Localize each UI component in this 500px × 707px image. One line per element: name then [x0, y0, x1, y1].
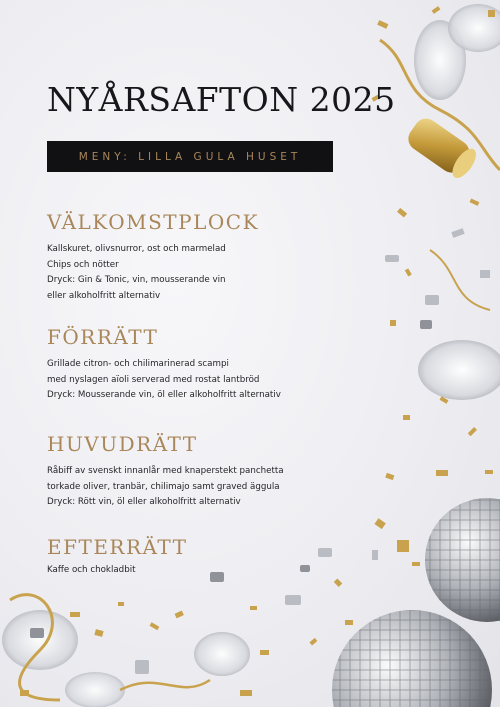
item-list — [47, 242, 347, 304]
menu-item: Råbiff av svenskt innanlår med knaperstekt panchetta — [47, 466, 284, 476]
item-list — [47, 464, 347, 511]
section-heading: EFTERRÄTT — [47, 535, 188, 559]
menu-item: med nyslagen aïoli serverad med rostat lantbröd — [47, 374, 260, 385]
page-title: NYÅRSAFTON 2025 — [47, 80, 396, 119]
menu-item: Kaffe och chokladbit — [47, 565, 136, 575]
menu-item: eller alkoholfritt alternativ — [47, 290, 161, 301]
subtitle-banner — [47, 141, 333, 172]
section-heading: VÄLKOMSTPLOCK — [47, 210, 260, 234]
disco-ball-icon — [332, 610, 492, 707]
section-heading: HUVUDRÄTT — [47, 432, 198, 456]
section-heading: FÖRRÄTT — [47, 325, 159, 349]
item-list — [47, 563, 347, 579]
section-forratt — [47, 325, 347, 404]
menu-item: Grillade citron- och chilimarinerad scampi — [47, 359, 229, 369]
section-huvudratt — [47, 432, 347, 511]
menu-item: torkade oliver, tranbär, chilimajo samt graved äggula — [47, 481, 280, 492]
subtitle-text: MENY: LILLA GULA HUSET — [78, 150, 302, 163]
menu-item: Chips och nötter — [47, 259, 119, 270]
menu-item: Dryck: Mousserande vin, öl eller alkoholfritt alternativ — [47, 390, 281, 400]
item-list — [47, 357, 347, 404]
menu-item: Dryck: Gin & Tonic, vin, mousserande vin — [47, 275, 226, 285]
menu-item: Kallskuret, olivsnurror, ost och marmelad — [47, 244, 226, 254]
disco-ball-icon — [425, 498, 500, 622]
section-efterratt — [47, 535, 347, 579]
menu-item: Dryck: Rött vin, öl eller alkoholfritt alternativ — [47, 497, 241, 507]
section-valkomstplock — [47, 210, 347, 304]
